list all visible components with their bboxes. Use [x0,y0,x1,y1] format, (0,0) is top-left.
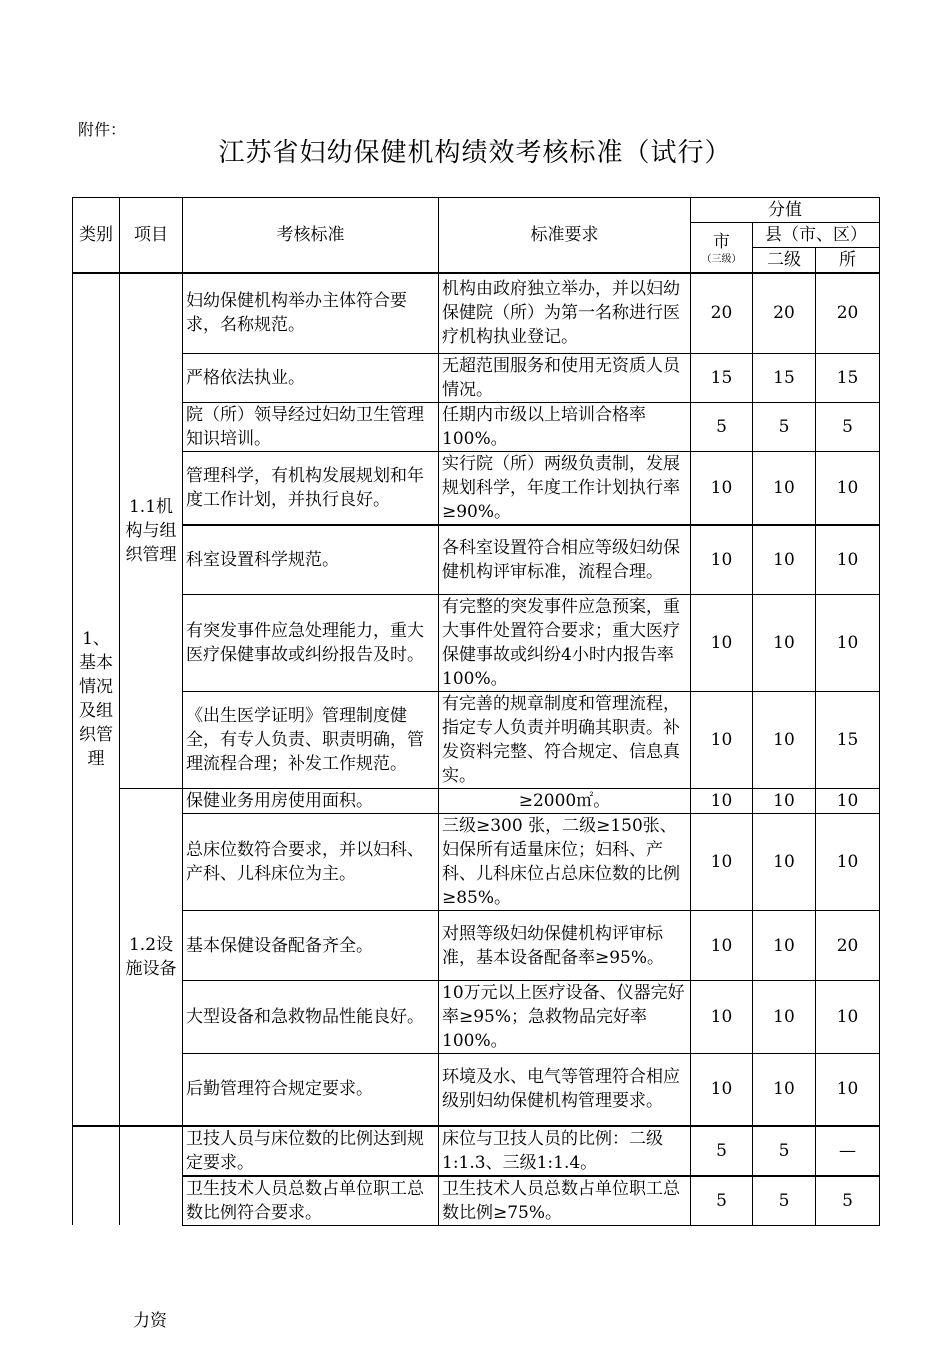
requirement-cell: 无超范围服务和使用无资质人员情况。 [439,353,691,402]
item-1-2: 1.2设施设备 [120,789,183,1126]
score-city: 10 [691,525,753,595]
header-level2: 二级 [753,248,816,274]
score-station: — [816,1126,880,1176]
attachment-label: 附件： [78,120,127,139]
header-category: 类别 [73,198,120,274]
criteria-cell: 后勤管理符合规定要求。 [183,1054,439,1126]
score-station: 5 [816,1176,880,1226]
criteria-cell: 《出生医学证明》管理制度健全，有专人负责、职责明确，管理流程合理；补发工作规范。 [183,692,439,789]
header-criteria: 考核标准 [183,198,439,274]
score-station: 10 [816,595,880,692]
requirement-cell: 各科室设置符合相应等级妇幼保健机构评审标准，流程合理。 [439,525,691,595]
score-city: 20 [691,273,753,353]
score-level2: 15 [753,353,816,402]
assessment-table [72,197,880,1226]
criteria-cell: 总床位数符合要求，并以妇科、产科、儿科床位为主。 [183,814,439,911]
score-city: 10 [691,692,753,789]
score-city: 5 [691,1176,753,1226]
criteria-cell: 严格依法执业。 [183,353,439,402]
item-1-1: 1.1机构与组织管理 [120,273,183,789]
score-level2: 10 [753,911,816,981]
criteria-cell: 基本保健设备配备齐全。 [183,911,439,981]
requirement-cell: 对照等级妇幼保健机构评审标准，基本设备配备率≥95%。 [439,911,691,981]
score-level2: 5 [753,1126,816,1176]
requirement-cell: ≥2000㎡。 [439,789,691,814]
score-level2: 5 [753,402,816,451]
header-station: 所 [816,248,880,274]
category-2-continued [73,1126,120,1226]
requirement-cell: 卫生技术人员总数占单位职工总数比例≥75%。 [439,1176,691,1226]
criteria-cell: 大型设备和急救物品性能良好。 [183,981,439,1054]
header-requirement: 标准要求 [439,198,691,274]
score-city: 5 [691,1126,753,1176]
header-score: 分值 [691,198,880,223]
score-level2: 10 [753,981,816,1054]
score-city: 10 [691,814,753,911]
score-level2: 10 [753,451,816,525]
score-station: 15 [816,353,880,402]
requirement-cell: 实行院（所）两级负责制，发展规划科学，年度工作计划执行率≥90%。 [439,451,691,525]
criteria-cell: 卫技人员与床位数的比例达到规定要求。 [183,1126,439,1176]
score-city: 10 [691,911,753,981]
criteria-cell: 卫生技术人员总数占单位职工总数比例符合要求。 [183,1176,439,1226]
score-station: 5 [816,402,880,451]
score-level2: 10 [753,814,816,911]
score-city: 10 [691,595,753,692]
criteria-cell: 妇幼保健机构举办主体符合要求，名称规范。 [183,273,439,353]
criteria-cell: 管理科学，有机构发展规划和年度工作计划，并执行良好。 [183,451,439,525]
score-station: 20 [816,273,880,353]
score-level2: 10 [753,595,816,692]
requirement-cell: 任期内市级以上培训合格率100%。 [439,402,691,451]
score-city: 5 [691,402,753,451]
score-city: 10 [691,1054,753,1126]
header-city-note: （三级） [701,253,742,265]
score-city: 10 [691,981,753,1054]
header-item: 项目 [120,198,183,274]
score-station: 10 [816,451,880,525]
score-station: 10 [816,1054,880,1126]
header-city-label: 市 [713,231,730,252]
score-city: 15 [691,353,753,402]
requirement-cell: 三级≥300 张，二级≥150张、妇保所有适量床位；妇科、产科、儿科床位占总床位数的比例≥85%。 [439,814,691,911]
requirement-cell: 环境及水、电气等管理符合相应级别妇幼保健机构管理要求。 [439,1054,691,1126]
score-level2: 5 [753,1176,816,1226]
item-2-continued [120,1126,183,1226]
requirement-cell: 有完善的规章制度和管理流程，指定专人负责并明确其职责。补发资料完整、符合规定、信息真实。 [439,692,691,789]
score-level2: 10 [753,1054,816,1126]
criteria-cell: 院（所）领导经过妇幼卫生管理知识培训。 [183,402,439,451]
score-level2: 20 [753,273,816,353]
page-footer-fragment: 力资 [133,1311,167,1331]
score-station: 10 [816,789,880,814]
requirement-cell: 10万元以上医疗设备、仪器完好率≥95%；急救物品完好率100%。 [439,981,691,1054]
requirement-cell: 有完整的突发事件应急预案，重大事件处置符合要求；重大医疗保健事故或纠纷4小时内报告率100%。 [439,595,691,692]
page-title: 江苏省妇幼保健机构绩效考核标准（试行） [218,138,732,168]
header-city [691,223,753,274]
requirement-cell: 床位与卫技人员的比例：二级1:1.3、三级1:1.4。 [439,1126,691,1176]
criteria-cell: 科室设置科学规范。 [183,525,439,595]
category-1: 1、基本情况及组织管理 [73,273,120,1126]
requirement-cell: 机构由政府独立举办，并以妇幼保健院（所）为第一名称进行医疗机构执业登记。 [439,273,691,353]
score-level2: 10 [753,525,816,595]
score-level2: 10 [753,789,816,814]
header-county: 县（市、区） [753,223,880,248]
score-city: 10 [691,789,753,814]
score-station: 10 [816,981,880,1054]
score-station: 10 [816,814,880,911]
score-city: 10 [691,451,753,525]
score-level2: 10 [753,692,816,789]
score-station: 15 [816,692,880,789]
score-station: 20 [816,911,880,981]
criteria-cell: 保健业务用房使用面积。 [183,789,439,814]
score-station: 10 [816,525,880,595]
criteria-cell: 有突发事件应急处理能力，重大医疗保健事故或纠纷报告及时。 [183,595,439,692]
